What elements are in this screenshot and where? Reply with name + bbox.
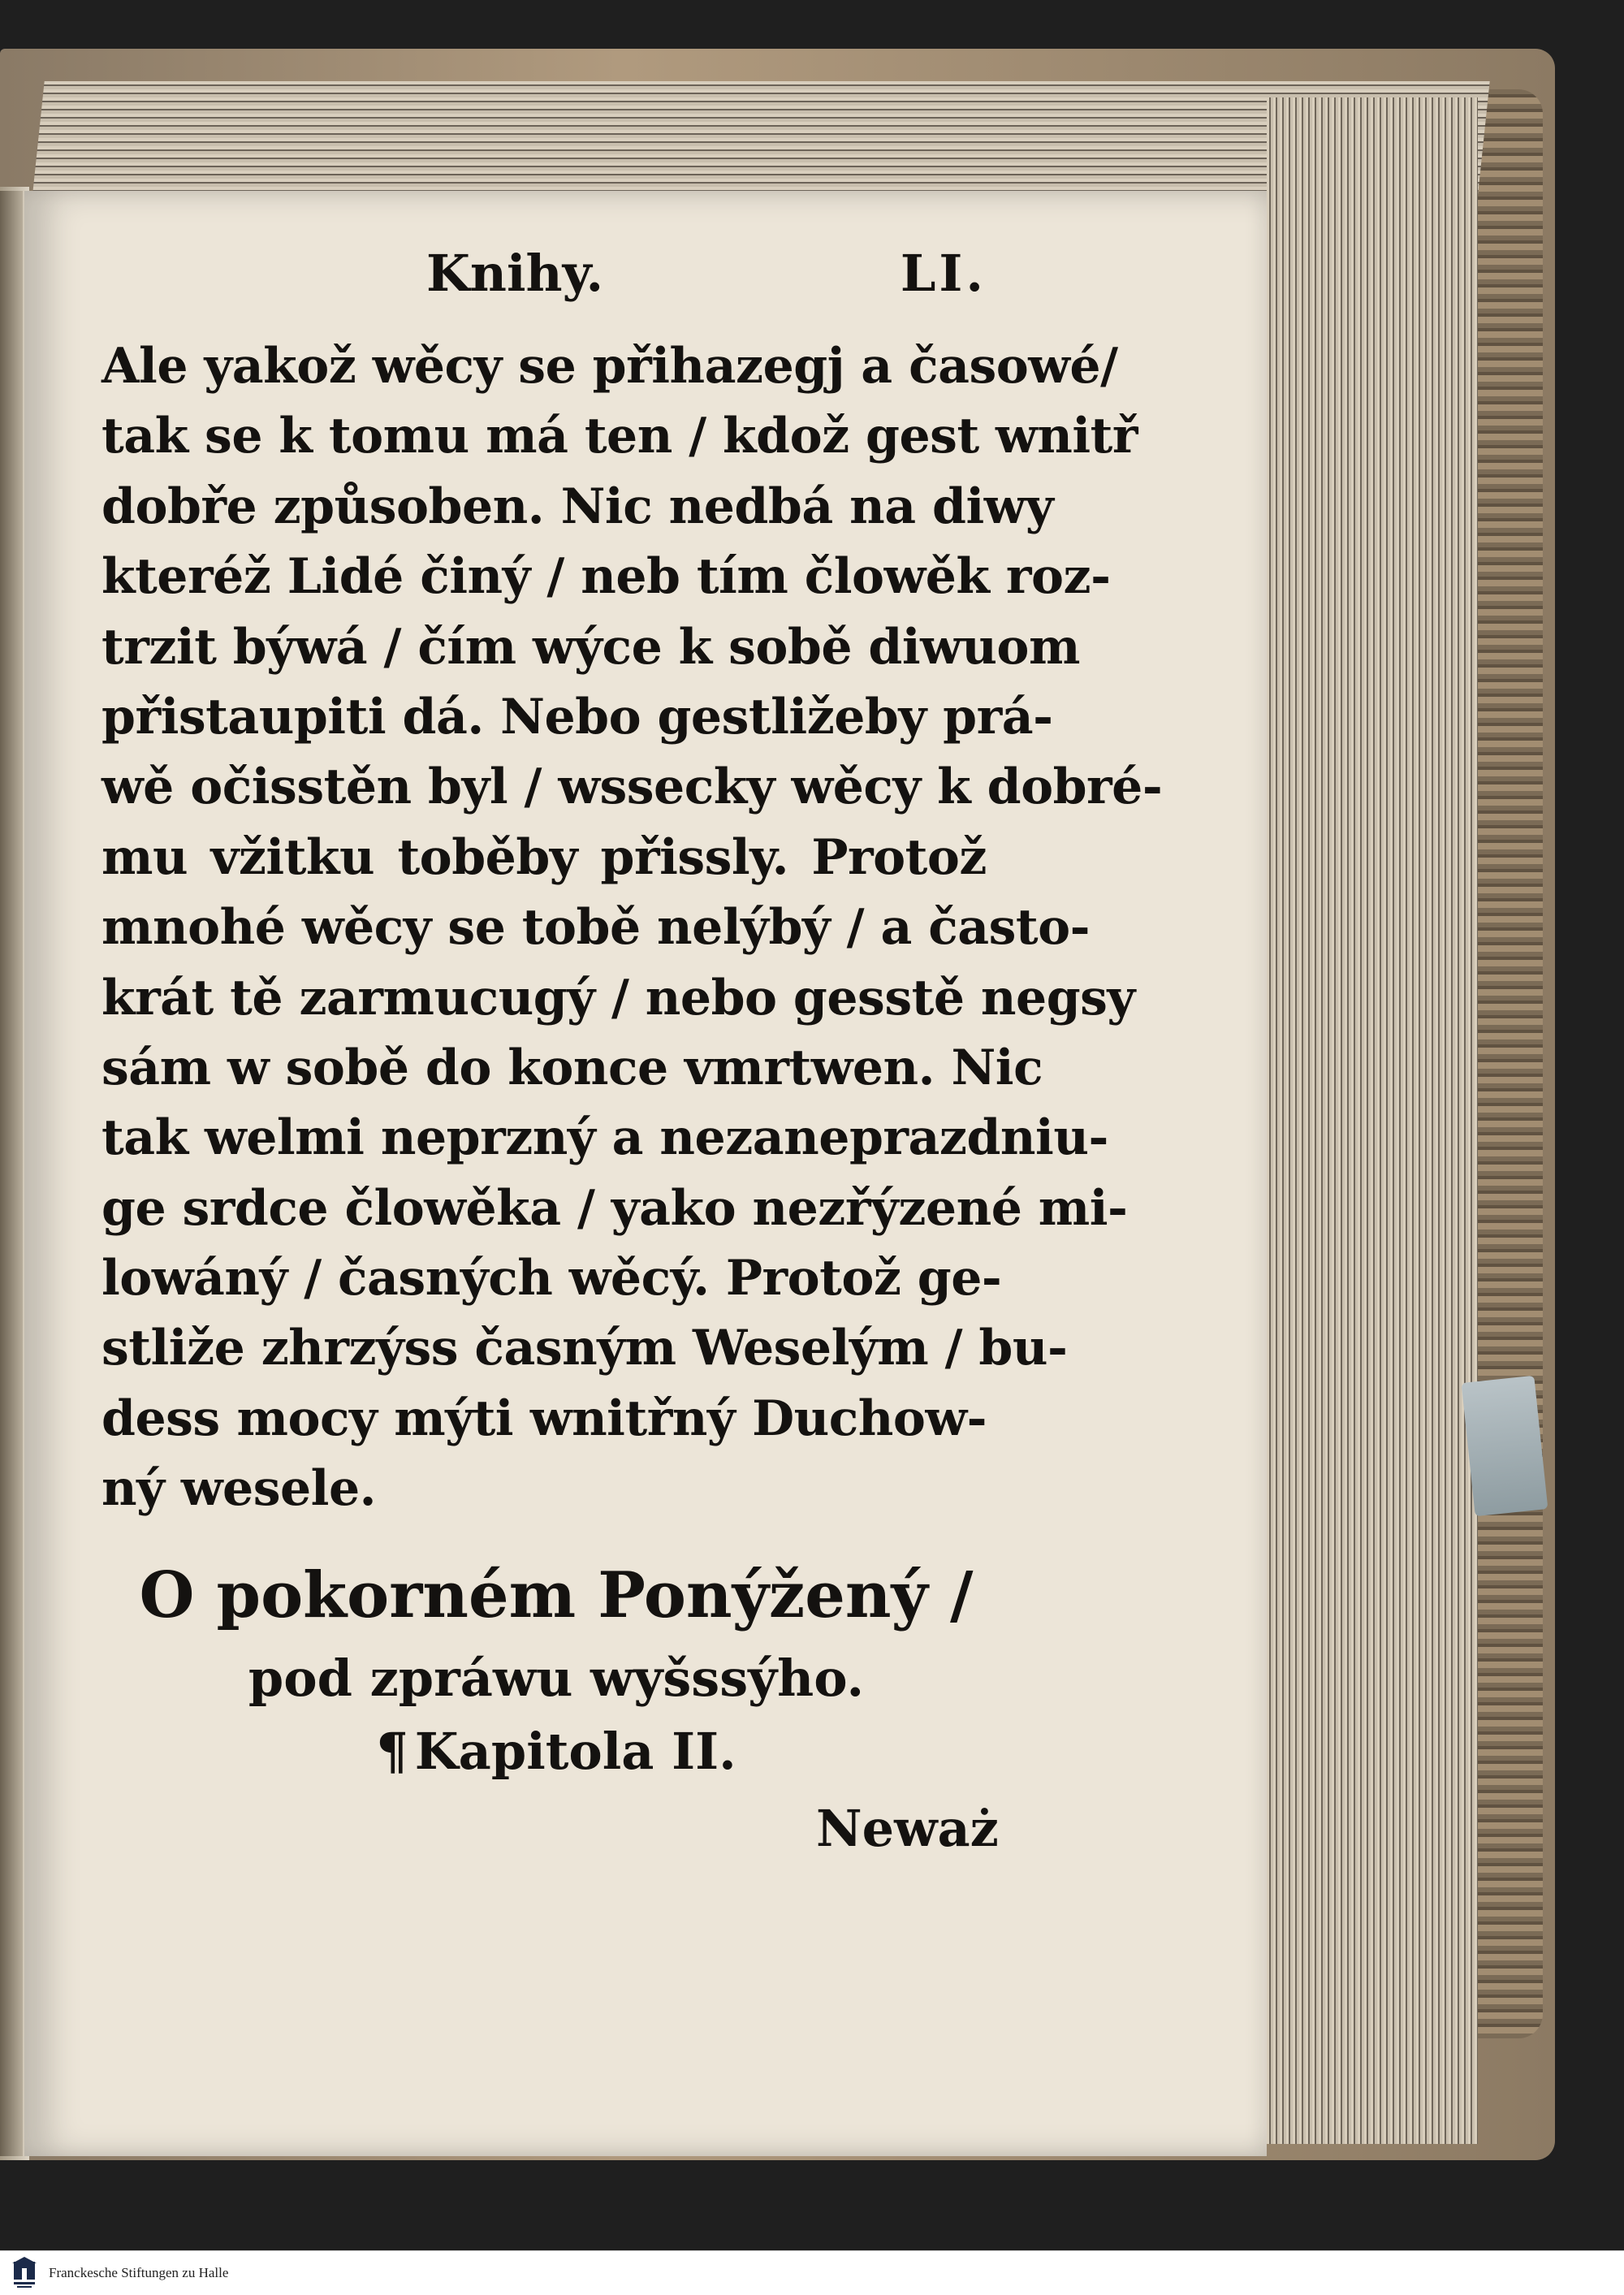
running-head-title: Knihy. xyxy=(426,244,604,303)
chapter-title: O pokorném Ponýžený / xyxy=(139,1558,974,1632)
page-text-block xyxy=(102,244,1163,1524)
running-head xyxy=(102,244,987,325)
bookmark-ribbon xyxy=(1462,1376,1548,1517)
text-line: stliže zhrzýss časným Weselým / bu- xyxy=(102,1320,1068,1377)
text-line: krát tě zarmucugý / nebo gesstě negsy xyxy=(102,969,1135,1026)
text-line: ge srdce člowěka / yako nezřýzené mi- xyxy=(102,1179,1128,1237)
institution-name: Franckesche Stiftungen zu Halle xyxy=(49,2265,229,2280)
page-stack xyxy=(1267,97,1478,2144)
text-line: dess mocy mýti wnitřný Duchow- xyxy=(102,1390,987,1447)
text-line: trzit býwá / čím wýce k sobě diwuom xyxy=(102,618,1080,676)
body-text xyxy=(102,331,1163,1524)
text-line: dobře způsoben. Nic nedbá na diwy xyxy=(102,478,1054,535)
folio-number: LI. xyxy=(900,244,987,303)
catchword: Neważ xyxy=(816,1799,999,1858)
chapter-subtitle: pod zpráwu wyšssýho. xyxy=(248,1649,865,1708)
text-line: sám w sobě do konce vmrtwen. Nic xyxy=(102,1039,1043,1096)
pilcrow-icon: ¶ xyxy=(376,1722,408,1781)
text-line: mnohé wěcy se tobě nelýbý / a často- xyxy=(102,899,1091,957)
text-line: Ale yakož wěcy se přihazegj a časowé/ xyxy=(102,338,1118,395)
text-line: tak se k tomu má ten / kdož gest wnitř xyxy=(102,408,1138,465)
gutter-fold xyxy=(0,191,23,2156)
text-line: ný wesele. xyxy=(102,1460,377,1518)
text-line: kteréž Lidé činý / neb tím člowěk roz- xyxy=(102,548,1111,606)
chapter-heading xyxy=(114,1551,999,1788)
chapter-number xyxy=(114,1715,999,1788)
text-line: wě očisstěn byl / wssecky wěcy k dobré- xyxy=(102,759,1163,816)
text-line: mu vžitku toběby přissly. Protož xyxy=(102,828,987,886)
text-line: lowáný / časných wěcý. Protož ge- xyxy=(102,1250,1002,1307)
footer-bar xyxy=(0,2250,1624,2295)
chapter-label: Kapitola II. xyxy=(414,1722,736,1781)
foundation-logo-icon xyxy=(6,2255,42,2291)
text-line: přistaupiti dá. Nebo gestližeby prá- xyxy=(102,688,1053,746)
text-line: tak welmi neprzný a nezaneprazdniu- xyxy=(102,1109,1108,1167)
